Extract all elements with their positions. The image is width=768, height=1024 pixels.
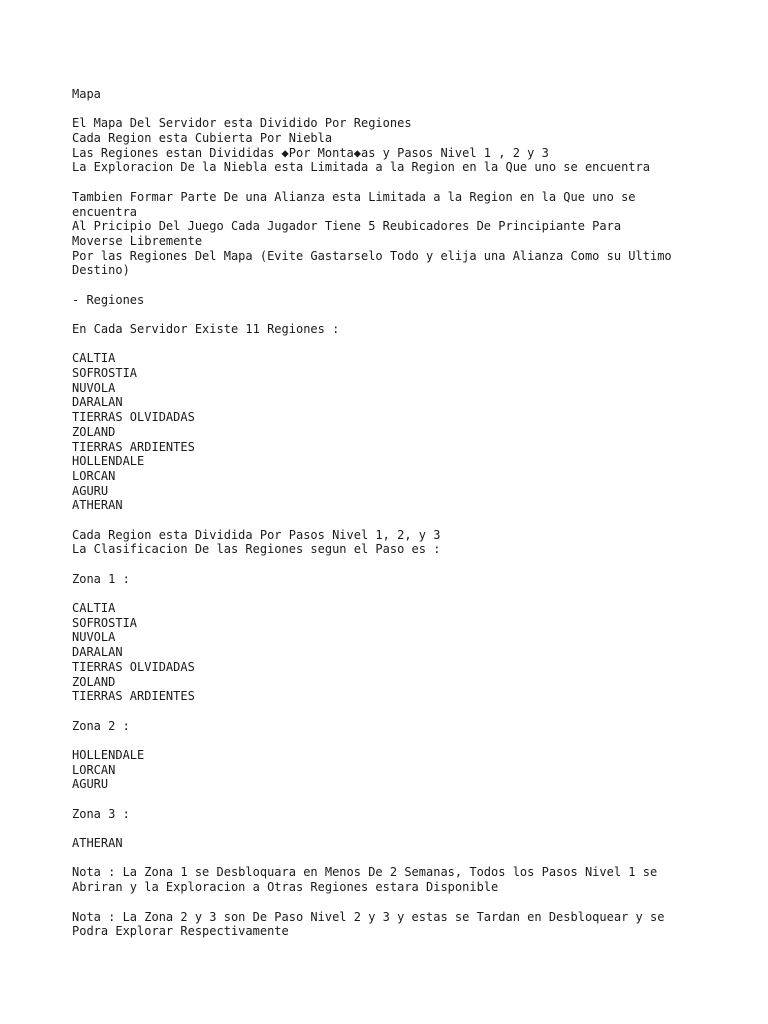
zone-2-item: LORCAN bbox=[72, 762, 116, 777]
document-body bbox=[72, 87, 712, 939]
spacer bbox=[72, 821, 712, 836]
document-title: Mapa bbox=[72, 87, 101, 101]
classification-line: La Clasificacion De las Regiones segun el Paso es : bbox=[72, 542, 441, 557]
spacer bbox=[72, 557, 712, 572]
alliance-line: encuentra bbox=[72, 204, 138, 219]
region-item: ATHERAN bbox=[72, 498, 123, 513]
zone-3-item: ATHERAN bbox=[72, 836, 123, 851]
region-item: DARALAN bbox=[72, 395, 123, 410]
zone-1-item: DARALAN bbox=[72, 645, 123, 660]
region-item: TIERRAS OLVIDADAS bbox=[72, 410, 195, 425]
spacer bbox=[72, 307, 712, 322]
zone-2-item: HOLLENDALE bbox=[72, 747, 145, 762]
regions-count: En Cada Servidor Existe 11 Regiones : bbox=[72, 322, 340, 336]
region-item: CALTIA bbox=[72, 351, 116, 366]
alliance-line: Destino) bbox=[72, 263, 130, 278]
spacer bbox=[72, 175, 712, 190]
note-2-line: Nota : La Zona 2 y 3 son De Paso Nivel 2 y 3 y estas se Tardan en Desbloquear y se bbox=[72, 909, 665, 924]
spacer bbox=[72, 895, 712, 910]
spacer bbox=[72, 513, 712, 528]
zone-2-item: AGURU bbox=[72, 777, 109, 792]
note-1-line: Abriran y la Exploracion a Otras Regiones estara Disponible bbox=[72, 880, 499, 895]
zone-1-item: TIERRAS ARDIENTES bbox=[72, 689, 195, 704]
classification-line: Cada Region esta Dividida Por Pasos Nivel 1, 2, y 3 bbox=[72, 527, 441, 542]
region-item: NUVOLA bbox=[72, 380, 116, 395]
zone-1-item: ZOLAND bbox=[72, 674, 116, 689]
zone-1-item: CALTIA bbox=[72, 601, 116, 616]
zone-2-label: Zona 2 : bbox=[72, 718, 130, 733]
zone-1-label: Zona 1 : bbox=[72, 571, 130, 586]
spacer bbox=[72, 733, 712, 748]
region-item: AGURU bbox=[72, 483, 109, 498]
spacer bbox=[72, 586, 712, 601]
alliance-line: Tambien Formar Parte De una Alianza esta Limitada a la Region en la Que uno se bbox=[72, 189, 636, 204]
note-2-line: Podra Explorar Respectivamente bbox=[72, 924, 289, 939]
note-1-line: Nota : La Zona 1 se Desbloquara en Menos De 2 Semanas, Todos los Pasos Nivel 1 se bbox=[72, 865, 658, 880]
alliance-line: Por las Regiones Del Mapa (Evite Gastarselo Todo y elija una Alianza Como su Ultimo bbox=[72, 248, 672, 263]
zone-1-item: NUVOLA bbox=[72, 630, 116, 645]
region-item: SOFROSTIA bbox=[72, 366, 138, 381]
spacer bbox=[72, 792, 712, 807]
regions-heading: - Regiones bbox=[72, 292, 145, 307]
region-item: LORCAN bbox=[72, 468, 116, 483]
region-item: ZOLAND bbox=[72, 424, 116, 439]
spacer bbox=[72, 851, 712, 866]
zone-3-label: Zona 3 : bbox=[72, 806, 130, 821]
intro-line: El Mapa Del Servidor esta Dividido Por Regiones bbox=[72, 116, 412, 131]
zone-1-item: SOFROSTIA bbox=[72, 615, 138, 630]
region-item: HOLLENDALE bbox=[72, 454, 145, 469]
spacer bbox=[72, 278, 712, 293]
region-item: TIERRAS ARDIENTES bbox=[72, 439, 195, 454]
intro-line: Las Regiones estan Divididas ◆Por Monta◆as y Pasos Nivel 1 , 2 y 3 bbox=[72, 145, 549, 160]
spacer bbox=[72, 704, 712, 719]
intro-line: Cada Region esta Cubierta Por Niebla bbox=[72, 131, 333, 146]
alliance-line: Al Pricipio Del Juego Cada Jugador Tiene 5 Reubicadores De Principiante Para bbox=[72, 219, 622, 234]
alliance-line: Moverse Libremente bbox=[72, 233, 203, 248]
spacer bbox=[72, 337, 712, 352]
zone-1-item: TIERRAS OLVIDADAS bbox=[72, 659, 195, 674]
spacer bbox=[72, 102, 712, 117]
intro-line: La Exploracion De la Niebla esta Limitada a la Region en la Que uno se encuentra bbox=[72, 160, 650, 175]
